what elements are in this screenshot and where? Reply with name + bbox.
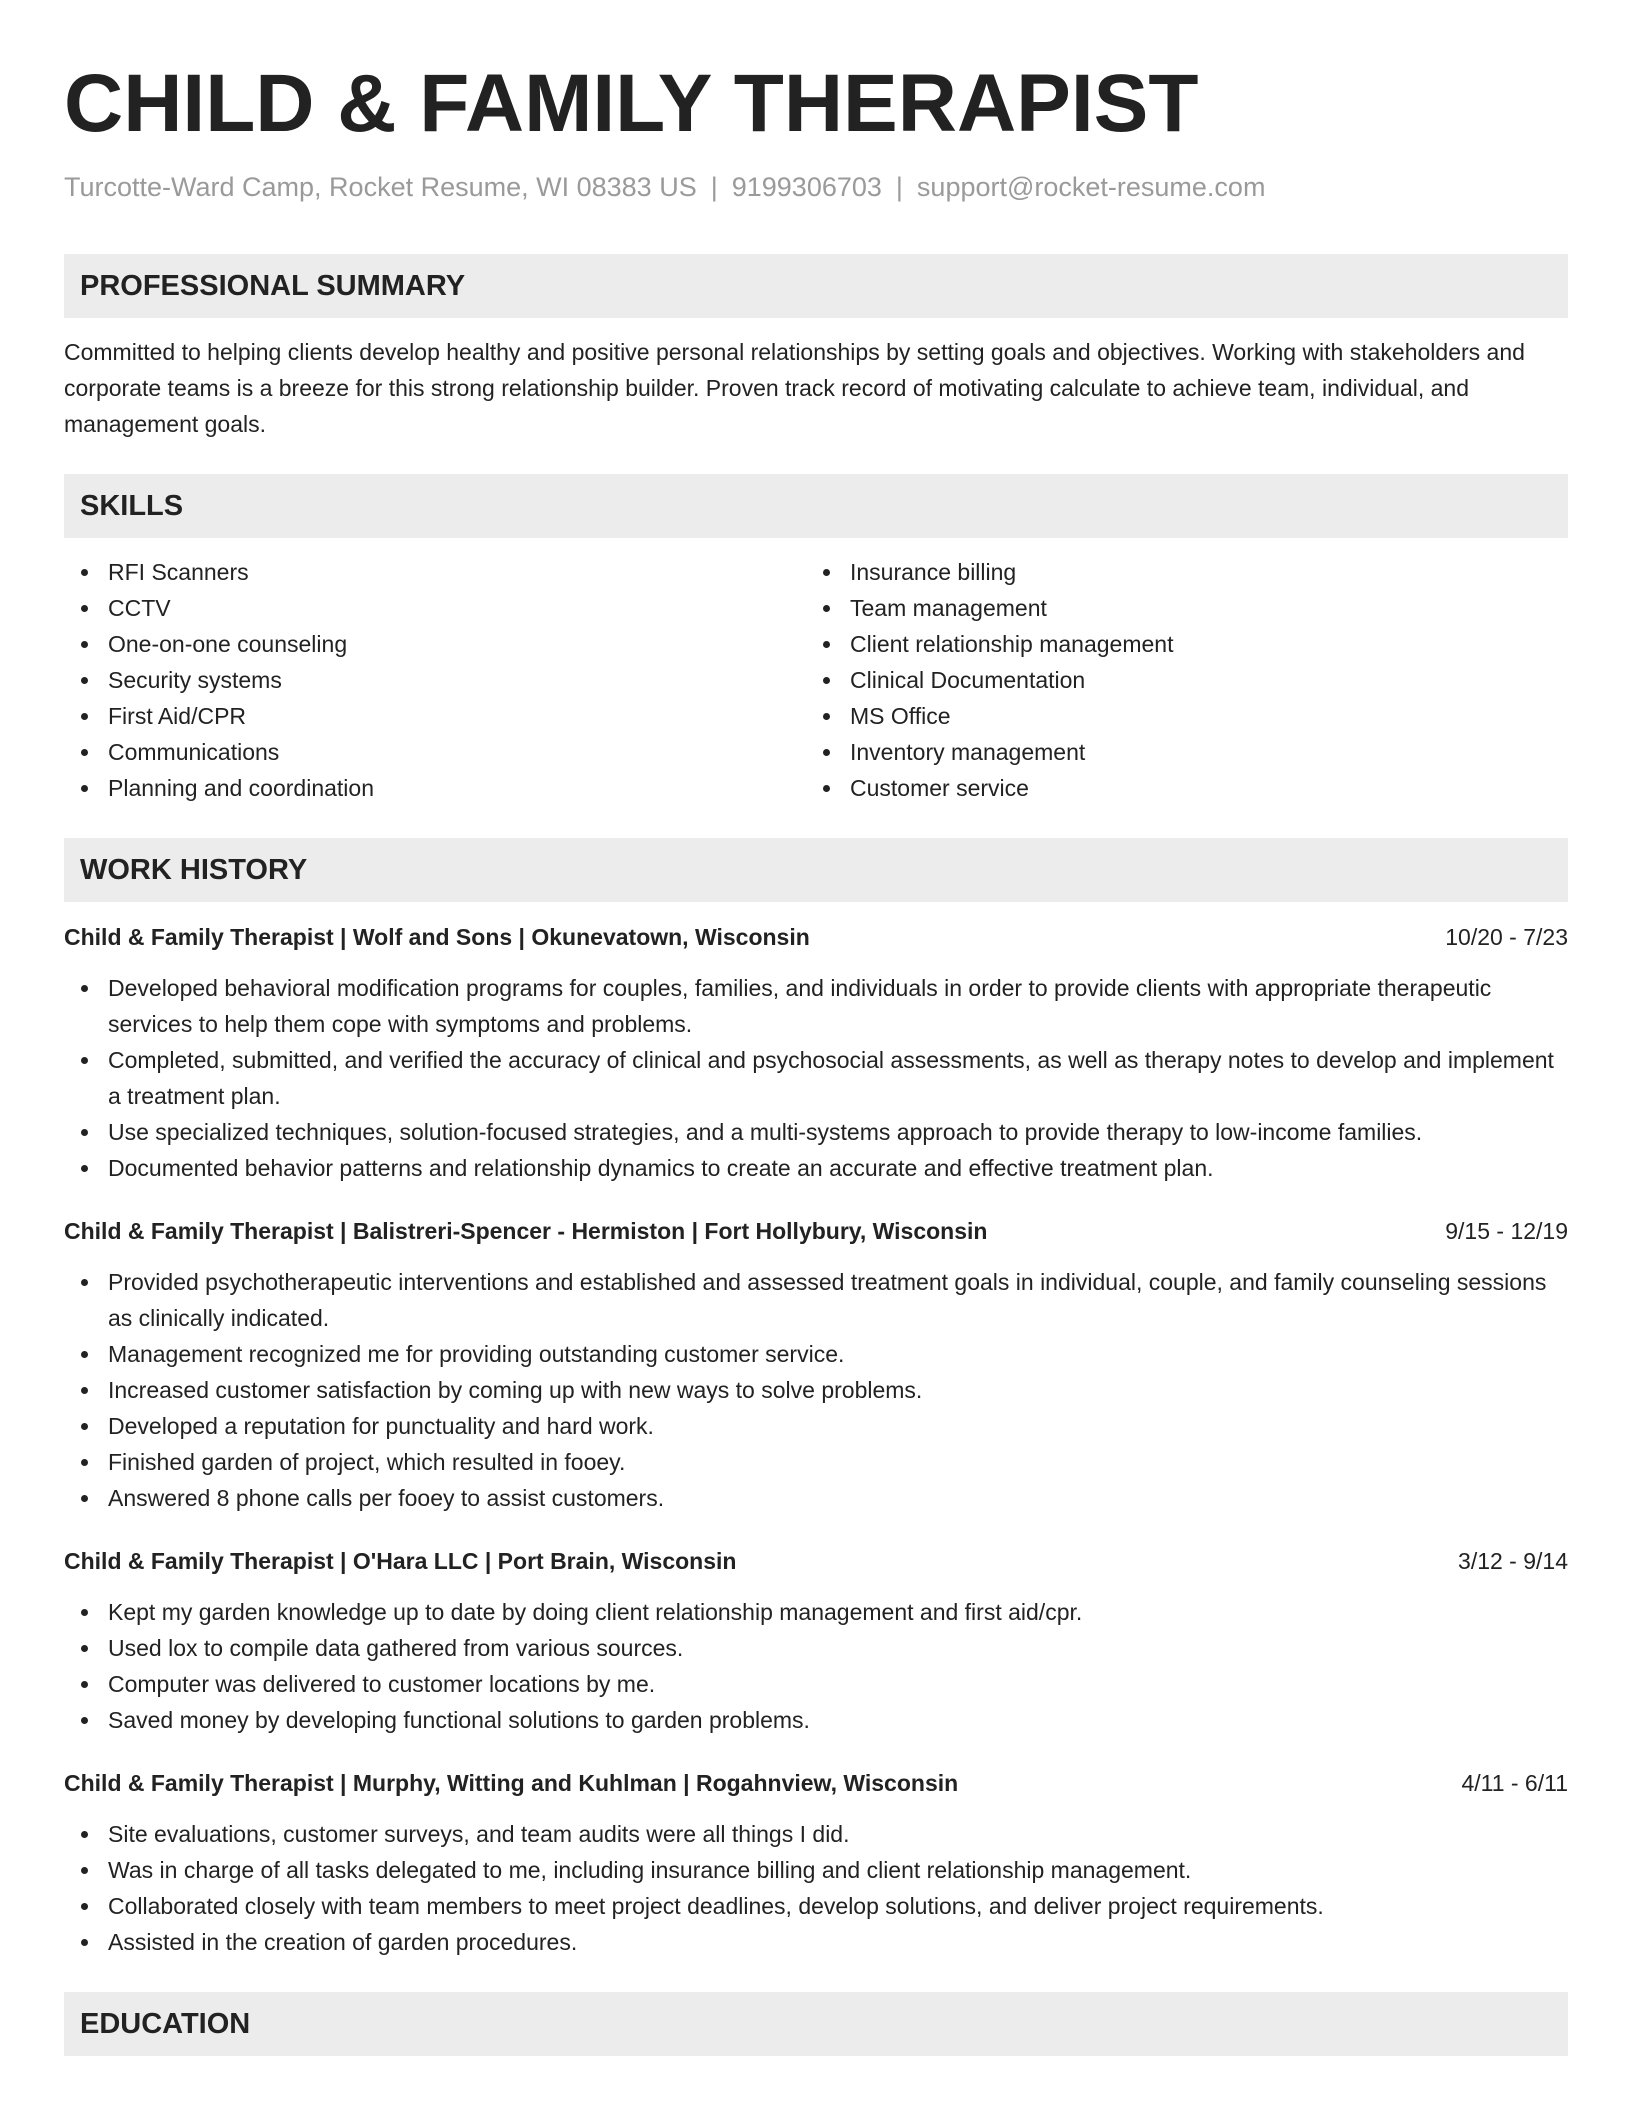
section-heading-education: EDUCATION [64,1992,1568,2056]
resume-page [64,0,1568,2056]
job-entry [64,1214,1568,1516]
contact-line [64,170,1568,204]
job-header [64,920,1568,954]
job-bullet: Assisted in the creation of garden procedures. [64,1924,1568,1960]
skill-item: Clinical Documentation [806,662,1548,698]
contact-phone: 9199306703 [731,172,882,202]
skills-list [64,554,1568,806]
job-bullet: Computer was delivered to customer locations by me. [64,1666,1568,1702]
job-entry [64,1766,1568,1960]
skill-item: Security systems [64,662,806,698]
job-header [64,1544,1568,1578]
job-bullets [64,1264,1568,1516]
job-bullets [64,970,1568,1186]
skill-item: First Aid/CPR [64,698,806,734]
job-bullet: Answered 8 phone calls per fooey to assist customers. [64,1480,1568,1516]
job-bullet: Increased customer satisfaction by coming up with new ways to solve problems. [64,1372,1568,1408]
contact-separator: | [895,172,903,202]
skill-item: Inventory management [806,734,1548,770]
skill-item: Insurance billing [806,554,1548,590]
skill-item: MS Office [806,698,1548,734]
skill-item: One-on-one counseling [64,626,806,662]
contact-email: support@rocket-resume.com [916,172,1266,202]
job-bullet: Completed, submitted, and verified the accuracy of clinical and psychosocial assessments, as well as therapy notes to develop and implement a treatment plan. [64,1042,1568,1114]
job-bullet: Developed behavioral modification programs for couples, families, and individuals in order to provide clients with appropriate therapeutic services to help them cope with symptoms and problems. [64,970,1568,1042]
contact-separator: | [710,172,718,202]
job-bullet: Kept my garden knowledge up to date by doing client relationship management and first aid/cpr. [64,1594,1568,1630]
job-header [64,1214,1568,1248]
job-title: Child & Family Therapist | O'Hara LLC | Port Brain, Wisconsin [64,1548,737,1574]
job-title: Child & Family Therapist | Wolf and Sons | Okunevatown, Wisconsin [64,924,810,950]
job-bullet: Site evaluations, customer surveys, and team audits were all things I did. [64,1816,1568,1852]
skill-item: Customer service [806,770,1548,806]
job-header [64,1766,1568,1800]
job-bullet: Used lox to compile data gathered from various sources. [64,1630,1568,1666]
job-title: Child & Family Therapist | Murphy, Witting and Kuhlman | Rogahnview, Wisconsin [64,1770,959,1796]
skill-item: RFI Scanners [64,554,806,590]
job-dates: 4/11 - 6/11 [1461,1770,1568,1796]
job-bullets [64,1594,1568,1738]
skills-column-right [806,554,1548,806]
job-bullet: Provided psychotherapeutic interventions and established and assessed treatment goals in individual, couple, and family counseling sessions as clinically indicated. [64,1264,1568,1336]
job-bullet: Saved money by developing functional solutions to garden problems. [64,1702,1568,1738]
skill-item: Client relationship management [806,626,1548,662]
section-heading-skills: SKILLS [64,474,1568,538]
skill-item: Team management [806,590,1548,626]
skills-column-left [64,554,806,806]
job-bullet: Documented behavior patterns and relationship dynamics to create an accurate and effective treatment plan. [64,1150,1568,1186]
job-bullet: Developed a reputation for punctuality and hard work. [64,1408,1568,1444]
skill-item: CCTV [64,590,806,626]
contact-address: Turcotte-Ward Camp, Rocket Resume, WI 08383 US [64,172,697,202]
skill-item: Communications [64,734,806,770]
summary-text: Committed to helping clients develop healthy and positive personal relationships by setting goals and objectives. Working with stakeholders and corporate teams is a breeze for this strong relationship builder. Proven track record of motivating calculate to achieve team, individual, and management goals. [64,339,1525,437]
job-dates: 3/12 - 9/14 [1458,1548,1568,1574]
job-bullet: Management recognized me for providing outstanding customer service. [64,1336,1568,1372]
section-heading-summary: PROFESSIONAL SUMMARY [64,254,1568,318]
resume-title: CHILD & FAMILY THERAPIST [64,58,1199,149]
job-entry [64,920,1568,1186]
job-bullet: Finished garden of project, which resulted in fooey. [64,1444,1568,1480]
job-bullet: Was in charge of all tasks delegated to me, including insurance billing and client relationship management. [64,1852,1568,1888]
section-heading-work-history: WORK HISTORY [64,838,1568,902]
skill-item: Planning and coordination [64,770,806,806]
job-bullet: Collaborated closely with team members to meet project deadlines, develop solutions, and deliver project requirements. [64,1888,1568,1924]
job-bullet: Use specialized techniques, solution-focused strategies, and a multi-systems approach to provide therapy to low-income families. [64,1114,1568,1150]
job-title: Child & Family Therapist | Balistreri-Spencer - Hermiston | Fort Hollybury, Wisconsin [64,1218,988,1244]
job-bullets [64,1816,1568,1960]
job-dates: 10/20 - 7/23 [1445,924,1568,950]
job-entry [64,1544,1568,1738]
job-dates: 9/15 - 12/19 [1445,1218,1568,1244]
